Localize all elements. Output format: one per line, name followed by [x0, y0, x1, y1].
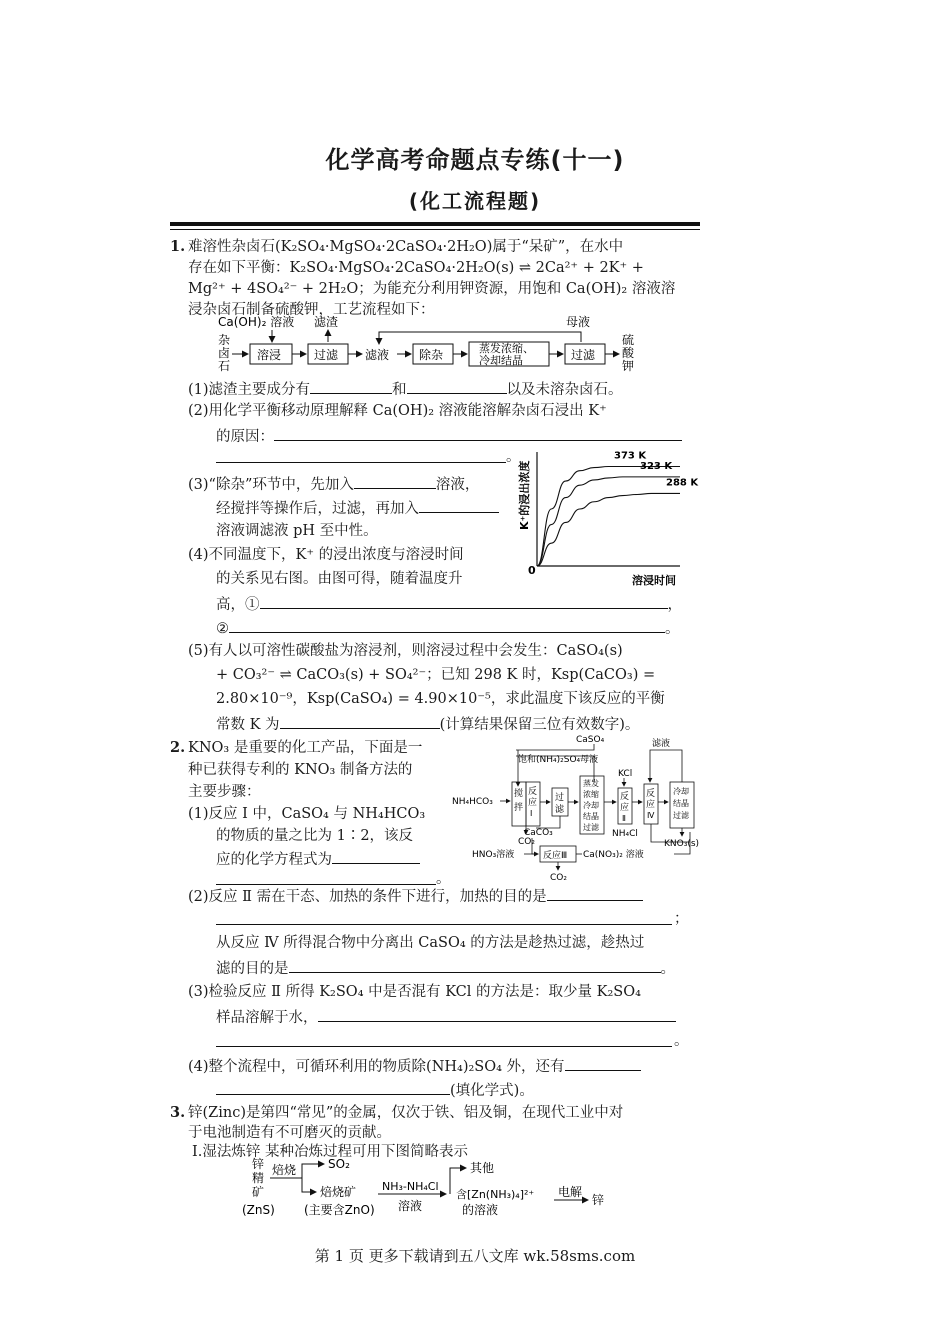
- q2-part2-line-3: 从反应 Ⅳ 所得混合物中分离出 CaSO₄ 的方法是趁热过滤，趁热过: [216, 935, 645, 951]
- q1-flow-box-2: 过滤: [314, 348, 339, 362]
- q2-flow-r2-2: 应: [620, 803, 630, 813]
- q2-part2-answer-line: [216, 924, 672, 925]
- q1-flow-box-1: 溶浸: [257, 348, 282, 362]
- q1-stem-line-1: 难溶性杂卤石(K₂SO₄·MgSO₄·2CaSO₄·2H₂O)属于“呆矿”，在水中: [188, 239, 624, 255]
- q2-flow-caso4: CaSO₄: [576, 735, 605, 745]
- q2-flow-cool-1: 冷却: [673, 787, 689, 796]
- q1-flow-reagent: Ca(OH)₂ 溶液: [218, 315, 295, 329]
- q1-stem-line-3: Mg²⁺ + 4SO₄²⁻ + 2H₂O；为能充分利用钾资源，用饱和 Ca(OH)₂ 溶液溶: [188, 281, 676, 297]
- q1-flow-raw-2: 卤: [218, 346, 231, 360]
- q3-flow-diagram: [240, 1158, 620, 1222]
- q2-part3-answer-line: [216, 1046, 672, 1047]
- chart-series-label-373k: 373 K: [614, 450, 647, 462]
- q2-part2-semicolon: ；: [674, 911, 689, 927]
- q2-stem-line-3: 主要步骤：: [188, 784, 261, 800]
- q1-part4-line-3: 高，① ，: [216, 594, 682, 614]
- q1-flow-box-4-line-2: 冷却结晶: [479, 354, 523, 367]
- chart-series-label-323k: 323 K: [640, 460, 673, 472]
- q2-flow-r1-2: 应: [528, 798, 538, 808]
- q1-part5-line-3: 2.80×10⁻⁹，Ksp(CaSO₄) = 4.90×10⁻⁵，求此温度下该反应的平衡: [216, 691, 665, 707]
- q3-flow-ore-3: 矿: [252, 1185, 265, 1199]
- q2-stem-line-1: KNO₃ 是重要的化工产品，下面是一: [188, 740, 423, 756]
- q2-part1-answer-line: [216, 884, 436, 885]
- q1-part3-line-1: (3)“除杂”环节中，先加入 溶液，: [188, 474, 479, 494]
- chart-series-line-373k: [537, 467, 680, 566]
- q1-part1: (1)滤渣主要成分有 和 以及未溶杂卤石。: [188, 379, 623, 399]
- q3-flow-ore-2: 精: [252, 1171, 265, 1185]
- q1-flow-raw-1: 杂: [218, 333, 231, 347]
- q2-flow-r1-3: Ⅰ: [530, 809, 533, 818]
- q1-leaching-chart: [514, 448, 699, 590]
- q1-flow-residue: 滤渣: [314, 315, 339, 329]
- q1-part2-line-2: 的原因：: [216, 426, 682, 446]
- q2-flow-caco3: CaCO₃: [524, 828, 553, 838]
- q2-flow-cool-3: 过滤: [673, 811, 689, 820]
- q2-part2-line-4: 滤的目的是 。: [216, 958, 675, 978]
- chart-origin-label: 0: [528, 564, 536, 577]
- q2-flow-cano3: Ca(NO₃)₂ 溶液: [583, 850, 644, 860]
- q2-flow-r1-1: 反: [528, 787, 538, 797]
- q3-flow-other: 其他: [470, 1161, 495, 1175]
- q3-flow-calcine: 焙烧矿: [320, 1185, 357, 1199]
- q1-flow-product-1: 硫: [622, 333, 635, 347]
- chart-series-line-288k: [537, 493, 680, 566]
- q1-flow-diagram: [210, 314, 650, 374]
- q2-flow-r2-1: 反: [620, 792, 630, 802]
- q3-flow-zinc: 锌: [592, 1193, 605, 1207]
- q2-flow-r3: 反应Ⅲ: [543, 851, 568, 861]
- q2-flow-filter-1: 过: [555, 793, 565, 803]
- page-subtitle: (化工流程题): [408, 189, 542, 213]
- q1-number: 1.: [170, 238, 186, 255]
- q1-part3-line-2: 经搅拌等操作后，过滤，再加入: [216, 498, 499, 518]
- header-rule-thick: [170, 222, 700, 226]
- q1-flow-box-3: 除杂: [419, 348, 444, 362]
- q2-part3-end: 。: [674, 1033, 689, 1049]
- q3-flow-reagent: NH₃-NH₄Cl: [382, 1180, 439, 1193]
- q3-flow-electro: 电解: [558, 1185, 583, 1199]
- q1-stem-line-4: 浸杂卤石制备硫酸钾，工艺流程如下：: [188, 302, 435, 318]
- page-title: 化学高考命题点专练(十一): [325, 146, 625, 174]
- q3-flow-ore-formula: (ZnS): [242, 1203, 275, 1217]
- q2-flow-filter-2: 滤: [555, 805, 565, 815]
- q1-flow-mother-liquor: 母液: [566, 315, 591, 329]
- q2-flow-evap-3: 冷却: [583, 801, 599, 810]
- q3-stem-line-1: 锌(Zinc)是第四“常见”的金属，仅次于铁、铝及铜，在现代工业中对: [188, 1105, 624, 1121]
- q1-part2-line-1: (2)用化学平衡移动原理解释 Ca(OH)₂ 溶液能溶解杂卤石浸出 K⁺: [188, 403, 607, 419]
- q2-flow-hno3: HNO₃溶液: [472, 850, 515, 860]
- q2-number: 2.: [170, 739, 186, 756]
- q2-flow-evap-5: 过滤: [583, 823, 599, 832]
- q2-flow-cool-2: 结晶: [673, 799, 689, 808]
- q2-flow-filtrate: 滤液: [652, 739, 671, 749]
- q1-part4-line-4: ② 。: [216, 618, 680, 638]
- q1-part5-line-2: + CO₃²⁻ ⇌ CaCO₃(s) + SO₄²⁻；已知 298 K 时，Ksp(CaCO₃) =: [216, 667, 656, 683]
- q1-flow-box-5: 过滤: [571, 348, 596, 362]
- q2-flow-r2-3: Ⅱ: [622, 814, 626, 823]
- header-rule-thin: [170, 229, 700, 230]
- q1-part3-line-3: 溶液调滤液 pH 至中性。: [216, 523, 378, 539]
- q2-flow-kno3: KNO₃(s): [664, 839, 700, 849]
- q2-flow-kcl: KCl: [618, 769, 633, 779]
- q2-flow-evap-1: 蒸发: [583, 779, 599, 788]
- q2-part1-line-2: 的物质的量之比为 1∶2，该反: [216, 828, 414, 844]
- q2-flow-nh4cl: NH₄Cl: [612, 829, 638, 839]
- q3-flow-so2: SO₂: [328, 1157, 350, 1171]
- q1-flow-product-3: 钾: [622, 359, 635, 373]
- q2-part2-line-1: (2)反应 Ⅱ 需在干态、加热的条件下进行，加热的目的是: [188, 886, 643, 906]
- q1-part2-end: 。: [506, 449, 521, 465]
- q2-flow-stir-1: 搅: [514, 789, 524, 799]
- q2-flow-co2b: CO₂: [550, 873, 567, 883]
- q3-stem-line-2: 于电池制造有不可磨灭的贡献。: [188, 1125, 391, 1141]
- q2-part4-line-2: (填化学式)。: [216, 1080, 534, 1100]
- q3-flow-calcine-note: (主要含ZnO): [304, 1203, 375, 1217]
- q3-flow-roast: 焙烧: [272, 1163, 297, 1177]
- q2-flow-r4-2: 应: [646, 800, 656, 810]
- q1-flow-product-2: 酸: [622, 346, 635, 360]
- q2-flow-co2a: CO₂: [518, 837, 535, 847]
- q2-part1-line-1: (1)反应 Ⅰ 中，CaSO₄ 与 NH₄HCO₃: [188, 806, 426, 822]
- q2-flow-evap-2: 浓缩: [583, 790, 599, 799]
- q1-part4-line-2: 的关系见右图。由图可得，随着温度升: [216, 571, 463, 587]
- q1-part4-line-1: (4)不同温度下，K⁺ 的浸出浓度与溶浸时间: [188, 547, 464, 563]
- q2-flow-r4-1: 反: [646, 789, 656, 799]
- q3-flow-complex: 含[Zn(NH₃)₄]²⁺: [456, 1188, 535, 1201]
- chart-x-axis-label: 溶浸时间: [632, 574, 676, 587]
- q1-flow-filtrate: 滤液: [365, 348, 390, 362]
- q2-part1-line-3: 应的化学方程式为: [216, 849, 420, 869]
- q3-number: 3.: [170, 1104, 186, 1121]
- q2-part3-line-1: (3)检验反应 Ⅱ 所得 K₂SO₄ 中是否混有 KCl 的方法是：取少量 K₂SO₄: [188, 984, 641, 1000]
- q2-stem-line-2: 种已获得专利的 KNO₃ 制备方法的: [188, 762, 413, 778]
- q3-flow-ore-1: 锌: [252, 1157, 265, 1171]
- q1-stem-line-2: 存在如下平衡：K₂SO₄·MgSO₄·2CaSO₄·2H₂O(s) ⇌ 2Ca²⁺ + 2K⁺ +: [188, 260, 644, 276]
- q2-flow-sat: 饱和(NH₄)₂SO₄母液: [518, 755, 599, 765]
- q1-flow-box-4-line-1: 蒸发浓缩、: [479, 342, 534, 355]
- q1-flow-raw-3: 石: [218, 359, 231, 373]
- chart-y-axis-label: K⁺的浸出浓度: [518, 460, 531, 530]
- page-footer: 第 1 页 更多下载请到五八文库 wk.58sms.com: [314, 1247, 636, 1265]
- q2-part4-line-1: (4)整个流程中，可循环利用的物质除(NH₄)₂SO₄ 外，还有: [188, 1056, 641, 1076]
- q2-flow-stir-2: 拌: [514, 803, 524, 813]
- q2-flow-evap-4: 结晶: [583, 812, 599, 821]
- q3-part1-heading: Ⅰ.湿法炼锌 某种冶炼过程可用下图简略表示: [192, 1144, 468, 1160]
- chart-series-line-323k: [537, 477, 680, 566]
- chart-series-label-288k: 288 K: [666, 477, 699, 489]
- q1-part2-answer-line: [216, 462, 506, 463]
- q2-part1-end: 。: [436, 871, 451, 887]
- q1-part5-line-4: 常数 K 为 (计算结果保留三位有效数字)。: [216, 714, 639, 734]
- q2-flow-diagram: [452, 732, 702, 882]
- q2-flow-nh4hco3: NH₄HCO₃: [452, 797, 493, 807]
- q2-part3-line-2: 样品溶解于水，: [216, 1007, 676, 1027]
- q1-part5-line-1: (5)有人以可溶性碳酸盐为溶浸剂，则溶浸过程中会发生：CaSO₄(s): [188, 643, 623, 659]
- q3-flow-complex-2: 的溶液: [462, 1203, 499, 1217]
- q3-flow-reagent-2: 溶液: [398, 1199, 423, 1213]
- q2-flow-r4-3: Ⅳ: [647, 811, 655, 820]
